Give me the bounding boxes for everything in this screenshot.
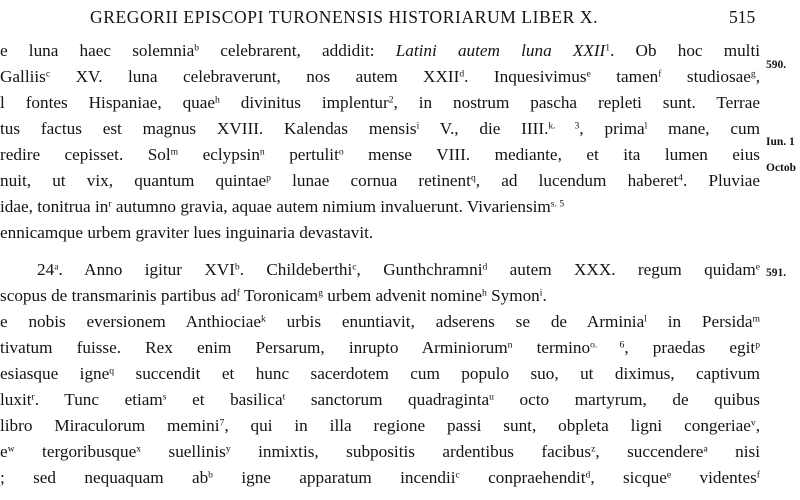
text-segment: . Pluviae (682, 171, 760, 190)
footnote-marker: x (136, 443, 142, 455)
text-segment: urbis enuntiavit, adserens se de Arminia (265, 312, 645, 331)
text-segment: inmixtis, subpositis ardentibus facibus (230, 442, 592, 461)
text-segment: , (755, 67, 760, 86)
footnote-marker: r (31, 391, 35, 403)
footnote-marker: l (644, 120, 648, 132)
text-segment: XV. luna celebraverunt, nos autem XXII (50, 67, 460, 86)
text-segment: redire cepisset. Sol (0, 145, 171, 164)
footnote-marker: d (585, 469, 591, 481)
footnote-marker: n (259, 146, 265, 158)
footnote-marker: s (162, 391, 167, 403)
text-line (0, 142, 760, 168)
text-segment: , ad lucendum haberet (475, 171, 679, 190)
text-segment: l fontes Hispaniae, quae (0, 93, 216, 112)
text-segment: celebrarent, addidit: (199, 41, 396, 60)
text-segment: libro Miraculorum memini (0, 416, 220, 435)
text-line (0, 116, 760, 142)
footnote-marker: b (194, 42, 200, 54)
margin-note-year-590: 590. (766, 59, 787, 71)
text-line (0, 309, 760, 335)
footnote-marker: s. 5 (550, 198, 565, 210)
footnote-marker: g (750, 68, 756, 80)
text-segment: studiosae (661, 67, 751, 86)
text-segment: ; sed nequaquam ab (0, 468, 209, 487)
text-segment: Toronicam (239, 286, 319, 305)
text-segment: tamen (590, 67, 659, 86)
text-segment: Galliis (0, 67, 46, 86)
text-segment: . Childeberthi (239, 260, 353, 279)
text-segment: autem XXX. regum quidam (487, 260, 756, 279)
footnote-marker: c (45, 68, 51, 80)
footnote-marker: m (170, 146, 179, 158)
text-line (0, 413, 760, 439)
text-line (0, 64, 760, 90)
text-segment: . (542, 286, 547, 305)
footnote-marker: h (481, 287, 487, 299)
text-line (0, 283, 760, 309)
page-number: 515 (729, 7, 756, 27)
margin-note-month: Octob (766, 162, 797, 174)
footnote-marker: 4 (678, 172, 683, 184)
text-segment: tivatum fuisse. Rex enim Persarum, inrupto Arminiorum (0, 338, 508, 357)
text-segment: , qui in illa regione passi sunt, obpleta ligni congeriae (224, 416, 751, 435)
footnote-marker: u (489, 391, 494, 403)
text-segment: mense VIII. mediante, et ita lumen eius (343, 145, 760, 164)
text-segment: e nobis eversionem Anthiociae (0, 312, 262, 331)
footnote-marker: y (225, 443, 231, 455)
footnote-marker: e (586, 68, 591, 80)
footnote-marker: o. 6 (590, 339, 625, 351)
footnote-marker: n (507, 339, 513, 351)
text-segment: . Ob hoc multi (610, 41, 760, 60)
footnote-marker: d (459, 68, 465, 80)
footnote-marker: i (539, 287, 543, 299)
footnote-marker: c (352, 261, 357, 273)
text-segment: luxit (0, 390, 32, 409)
text-line (0, 38, 760, 64)
text-segment: et basilica (166, 390, 283, 409)
text-line (0, 335, 760, 361)
text-segment: sanctorum quadraginta (285, 390, 490, 409)
footnote-marker: e (666, 469, 672, 481)
text-segment: pertulit (264, 145, 339, 164)
text-segment: , prima (579, 119, 645, 138)
footnote-marker: f (756, 469, 760, 481)
footnote-marker: c (455, 469, 460, 481)
footnote-marker: z (591, 443, 596, 455)
text-segment: e (0, 442, 8, 461)
text-segment: tergoribusque (14, 442, 137, 461)
italic-text: Latini autem luna XXII (395, 41, 606, 60)
footnote-marker: f (236, 287, 240, 299)
text-segment: tus factus est magnus XVIII. Kalendas mensis (0, 119, 417, 138)
text-line (0, 194, 760, 220)
text-segment: idae, tonitrua in (0, 197, 109, 216)
text-segment: urbem advenit nomine (323, 286, 482, 305)
text-segment: , succendere (595, 442, 704, 461)
text-line (0, 387, 760, 413)
text-segment: nisi (707, 442, 760, 461)
running-title: GREGORII EPISCOPI TURONENSIS HISTORIARUM LIBER X. (90, 7, 599, 27)
text-segment: , sicque (590, 468, 667, 487)
text-segment: suellinis (141, 442, 226, 461)
text-segment: termino (512, 338, 591, 357)
footnote-marker: k (261, 313, 266, 325)
footnote-marker: i (416, 120, 420, 132)
text-line (0, 220, 760, 246)
footnote-marker: g (318, 287, 323, 299)
footnote-marker: w (7, 443, 15, 455)
text-line (0, 465, 760, 491)
text-segment: lunae cornua retinent (270, 171, 471, 190)
text-segment: octo martyrum, de quibus (493, 390, 760, 409)
footnote-marker: k. 3 (548, 120, 580, 132)
footnote-marker: v (750, 417, 756, 429)
text-segment: eclypsin (178, 145, 260, 164)
text-segment: Symon (486, 286, 540, 305)
text-line (0, 439, 760, 465)
text-segment: esiasque igne (0, 364, 110, 383)
footnote-marker: q (109, 365, 115, 377)
text-segment: , praedas egit (624, 338, 756, 357)
footnote-marker: 2 (388, 94, 394, 106)
footnote-marker: t (282, 391, 286, 403)
text-segment: succendit et hunc sacerdotem cum populo suo, ut diximus, captivum (114, 364, 760, 383)
footnote-marker: p (266, 172, 271, 184)
footnote-marker: q (470, 172, 476, 184)
footnote-marker: e (755, 261, 760, 273)
text-segment: 24 (37, 260, 55, 279)
margin-note-year-591: 591. (766, 267, 787, 279)
footnote-marker: a (703, 443, 708, 455)
footnote-marker: d (482, 261, 488, 273)
text-segment: autumno gravia, aquae autem nimium invaluerunt. Vivariensim (111, 197, 551, 216)
text-segment: divinitus implentur (219, 93, 389, 112)
text-segment: ennicamque urbem graviter lues inguinaria devastavit. (0, 223, 374, 242)
text-segment: conpraehendit (459, 468, 586, 487)
running-header (0, 4, 800, 32)
text-segment: in Persida (646, 312, 753, 331)
text-segment: , Gunthchramni (356, 260, 483, 279)
text-segment: , in nostrum pascha repleti sunt. Terrae (393, 93, 760, 112)
text-line (37, 257, 760, 283)
text-segment: videntes (671, 468, 757, 487)
text-segment: nuit, ut vix, quantum quintae (0, 171, 267, 190)
text-line (0, 361, 760, 387)
footnote-marker: o (338, 146, 344, 158)
body-text (0, 38, 760, 500)
text-segment: , (755, 416, 760, 435)
text-segment: igne apparatum incendii (212, 468, 456, 487)
footnote-marker: 1 (605, 42, 611, 54)
text-segment: e luna haec solemnia (0, 41, 195, 60)
margin-note-date: Iun. 1 (766, 136, 795, 148)
text-segment: scopus de transmarinis partibus ad (0, 286, 237, 305)
text-segment: . Anno igitur XVI (58, 260, 235, 279)
footnote-marker: r (108, 198, 112, 210)
footnote-marker: l (644, 313, 647, 325)
text-line (0, 168, 760, 194)
text-segment: mane, cum (647, 119, 760, 138)
text-segment: V., die IIII. (419, 119, 549, 138)
footnote-marker: f (658, 68, 662, 80)
footnote-marker: m (752, 313, 760, 325)
text-line (0, 90, 760, 116)
text-segment: . Inquesivimus (464, 67, 587, 86)
footnote-marker: h (215, 94, 220, 106)
footnote-marker: p (755, 339, 760, 351)
footnote-marker: b (234, 261, 240, 273)
footnote-marker: 7 (219, 417, 225, 429)
footnote-marker: a (54, 261, 59, 273)
text-segment: . Tunc etiam (34, 390, 163, 409)
footnote-marker: b (208, 469, 213, 481)
